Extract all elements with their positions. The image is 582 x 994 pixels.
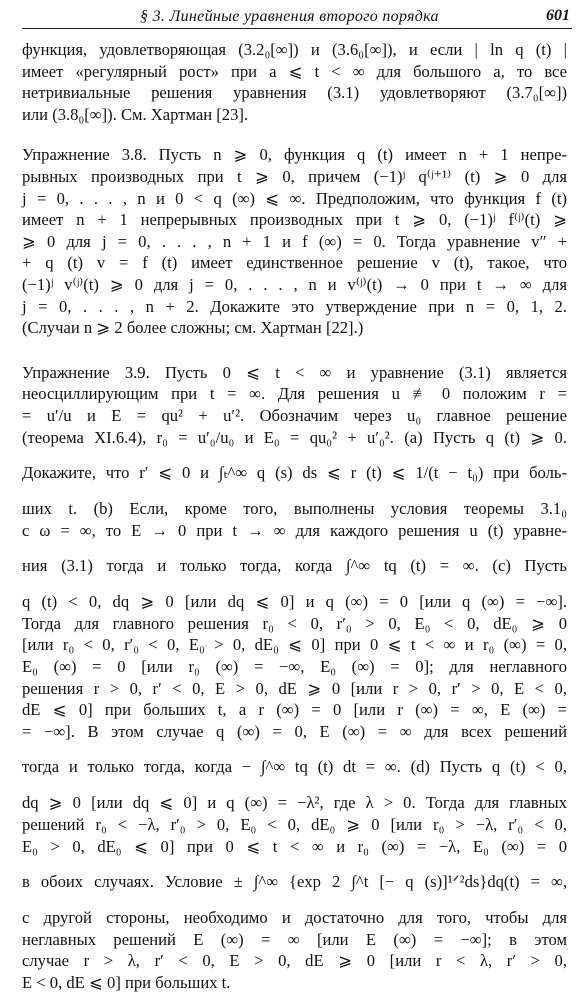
page-number: 601 (546, 7, 570, 24)
text-line: случае r > λ, r′ < 0, E > 0, dE ⩾ 0 [или r < λ, r′ > 0, (22, 951, 567, 971)
text-line: dq ⩾ 0 [или dq ⩽ 0] и q (∞) = −λ², где λ > 0. Тогда для главных (22, 793, 567, 813)
text-line-with-integral: ния (3.1) тогда и только тогда, когда ∫^∞ tq (t) = ∞. (c) Пусть (22, 556, 567, 576)
text-line: функция, удовлетворяющая (3.2₀[∞]) и (3.6₀[∞]), и если | ln q (t) | (22, 40, 567, 59)
text-line: E₀ > 0, dE₀ ⩽ 0] при 0 ⩽ t < ∞ и r₀ (∞) = −λ, E₀ (∞) = 0 (22, 836, 567, 856)
text-line: = u′/u и E = qu² + u′². Обозначим через u₀ главное решение (22, 405, 567, 425)
text-line: Тогда для главного решения r₀ < 0, r′₀ > 0, E₀ < 0, dE₀ ⩾ 0 (22, 613, 567, 633)
paragraph-intro (22, 39, 567, 125)
text-line: dE ⩽ 0] при больших t, а r (∞) = 0 [или r (∞) = ∞, E (∞) = (22, 700, 567, 720)
text-line: решений r₀ < −λ, r′₀ > 0, E₀ < 0, dE₀ ⩾ 0 [или r₀ > −λ, r′₀ < 0, (22, 815, 567, 835)
text-line: неглавных решений E (∞) = ∞ [или E (∞) = −∞]; в этом (22, 929, 567, 949)
text-line: нетривиальные решения уравнения (3.1) удовлетворяют (3.7₀[∞]) (22, 83, 567, 103)
text-line: с другой стороны, необходимо и достаточно для того, чтобы для (22, 908, 567, 928)
text-line: Упражнение 3.9. Пусть 0 ⩽ t < ∞ и уравнение (3.1) является (22, 362, 567, 382)
text-line: E < 0, dE ⩽ 0] при больших t. (22, 973, 231, 992)
text-line-with-integral: тогда и только тогда, когда − ∫^∞ tq (t) dt = ∞. (d) Пусть q (t) < 0, (22, 757, 567, 777)
exercise-3-8 (22, 144, 567, 338)
header-title: § 3. Линейные уравнения второго порядка (140, 8, 439, 25)
exercise-3-9 (22, 362, 567, 994)
text-line-with-integral: Докажите, что r′ ⩽ 0 и ∫ₜ^∞ q (s) ds ⩽ r (t) ⩽ 1/(t − t₀) при боль- (22, 463, 567, 483)
text-line: (теорема XI.6.4), r₀ = u′₀/u₀ и E₀ = qu₀² + u′₀². (a) Пусть q (t) ⩾ 0. (22, 427, 567, 447)
text-line: (−1)ʲ v⁽ʲ⁾(t) ⩾ 0 для j = 0, . . . , n и v⁽ʲ⁾(t) → 0 при t → ∞ для (22, 274, 567, 294)
text-line: рывных производных при t ⩾ 0, причем (−1)ʲ q⁽ʲ⁺¹⁾ (t) ⩾ 0 для (22, 166, 567, 186)
text-line: ⩾ 0 для j = 0, . . . , n + 1 и f (∞) = 0. Тогда уравнение v″ + (22, 231, 567, 251)
text-line: или (3.8₀[∞]). См. Хартман [23]. (22, 104, 249, 124)
text-line: решения r > 0, r′ < 0, E > 0, dE ⩾ 0 [или r > 0, r′ > 0, E < 0, (22, 678, 567, 698)
running-header (22, 6, 572, 29)
text-line: с ω = ∞, то E → 0 при t → ∞ для каждого решения u (t) уравне- (22, 520, 567, 540)
text-line: Упражнение 3.8. Пусть n ⩾ 0, функция q (t) имеет n + 1 непре- (22, 145, 567, 165)
text-line: = −∞]. В этом случае q (∞) = 0, E (∞) = ∞ для всех решений (22, 721, 567, 741)
text-line: j = 0, . . . , n + 2. Докажите это утверждение при n = 0, 1, 2. (22, 296, 567, 316)
text-line: q (t) < 0, dq ⩾ 0 [или dq ⩽ 0] и q (∞) = 0 [или q (∞) = −∞]. (22, 592, 567, 612)
text-line: E₀ (∞) = 0 [или r₀ (∞) = −∞, E₀ (∞) = 0]; для неглавного (22, 657, 567, 677)
text-line: [или r₀ < 0, r′₀ < 0, E₀ > 0, dE₀ ⩽ 0] при 0 ⩽ t < ∞ и r₀ (∞) = 0, (22, 635, 567, 655)
text-line-with-integral: в обоих случаях. Условие ± ∫^∞ {exp 2 ∫^t [− q (s)]¹ᐟ²ds}dq(t) = ∞, (22, 872, 567, 892)
text-line: j = 0, . . . , n и 0 < q (∞) ⩽ ∞. Предположим, что функция f (t) (22, 188, 567, 208)
text-line: неосциллирующим при t = ∞. Для решения u ≢ 0 положим r = (22, 384, 567, 404)
page-body (22, 39, 567, 994)
text-line: + q (t) v = f (t) имеет единственное решение v (t), такое, что (22, 253, 567, 273)
text-line: (Случаи n ⩾ 2 более сложны; см. Хартман [22].) (22, 318, 364, 338)
text-line: имеет «регулярный рост» при a ⩽ t < ∞ для большого a, то все (22, 61, 567, 81)
text-line: ших t. (b) Если, кроме того, выполнены условия теоремы 3.1₀ (22, 499, 567, 519)
text-line: имеет n + 1 непрерывных производных при t ⩾ 0, (−1)ʲ f⁽ʲ⁾(t) ⩾ (22, 210, 567, 230)
